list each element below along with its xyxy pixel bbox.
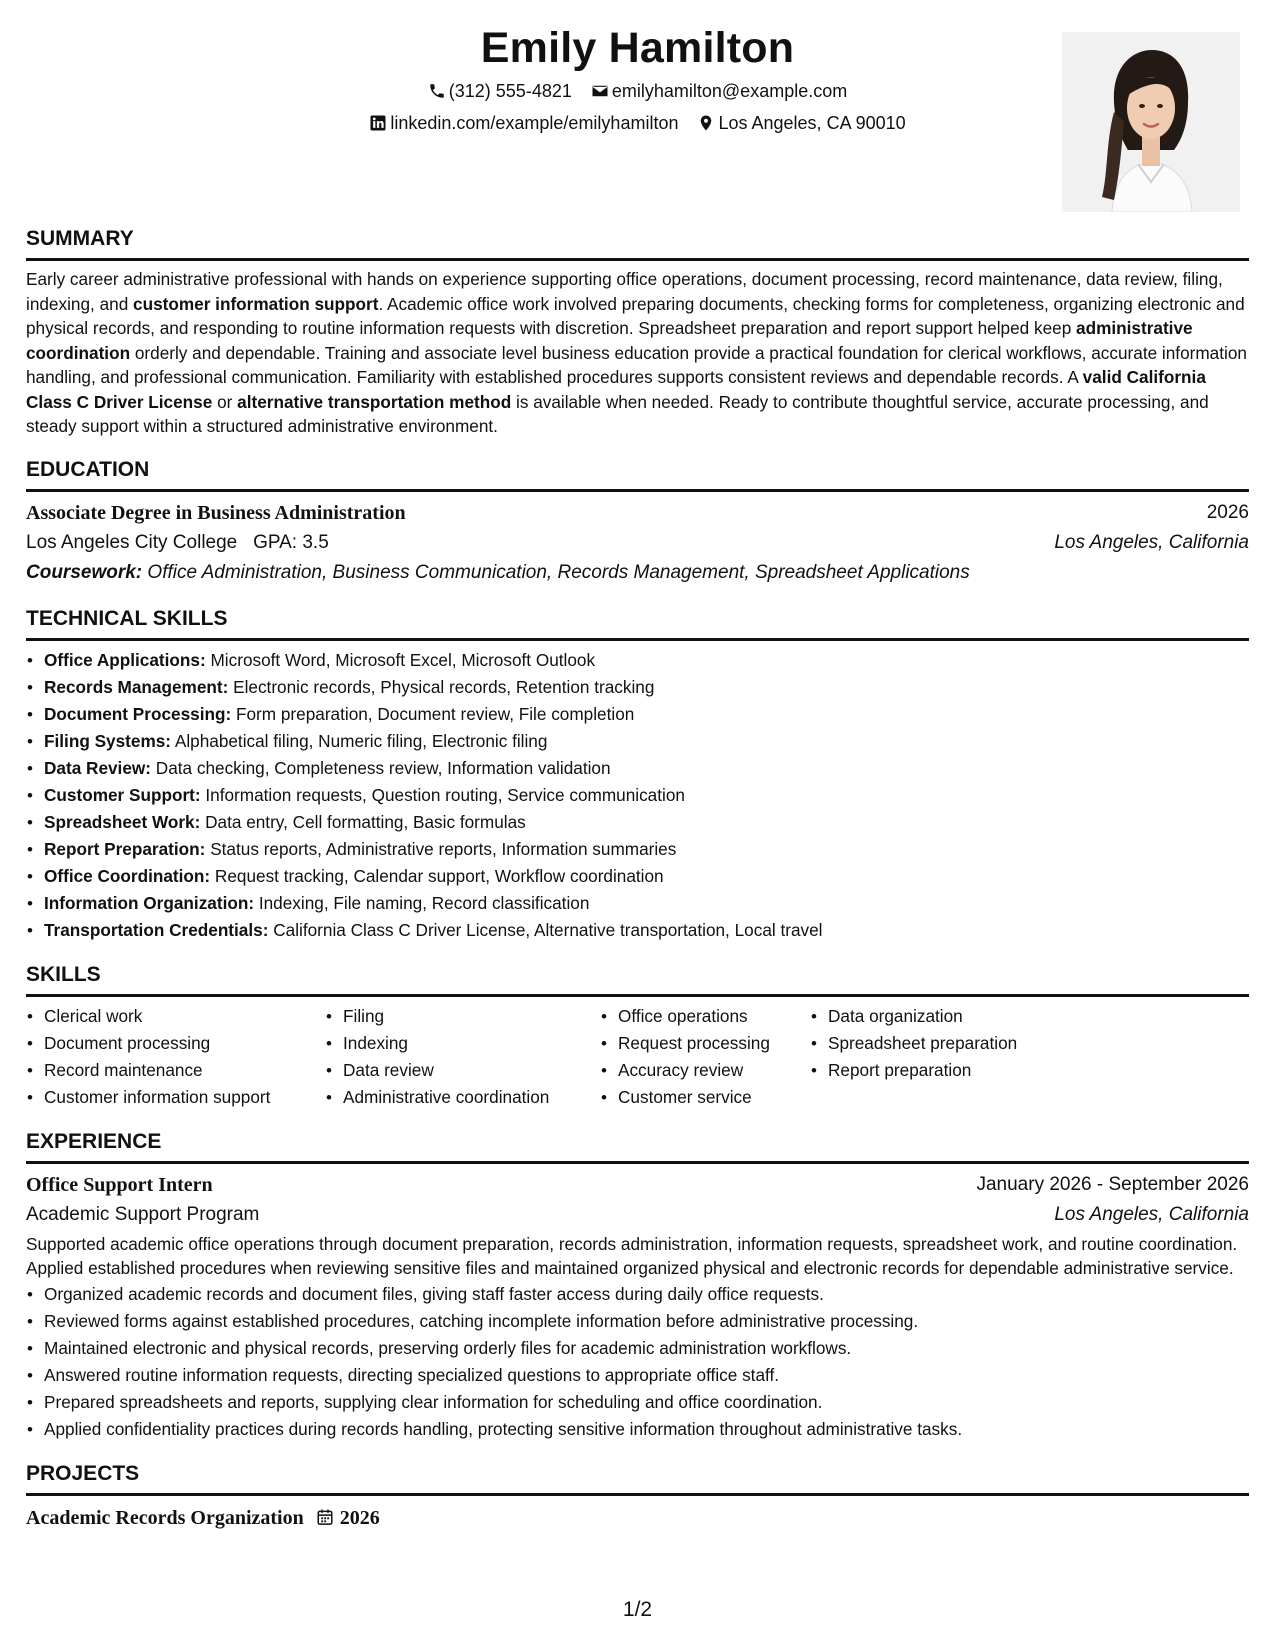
summary-part: orderly and dependable. Training and associate level business education provide a practical foundation for clerical workflows, accurate information handling, and professional communication. Familiarity with established procedures supports consistent reviews and dependable records. A (26, 342, 1247, 387)
experience-location: Los Angeles, California (1054, 1203, 1249, 1225)
summary-text (26, 267, 1249, 439)
email-contact[interactable] (591, 76, 847, 106)
phone-icon (428, 82, 446, 100)
list-item (26, 674, 1249, 701)
list-item: • Report preparation (810, 1057, 1070, 1084)
summary-section (26, 222, 1249, 439)
list-item: • Request processing (600, 1030, 810, 1057)
skill-category: Report Preparation: (44, 838, 206, 859)
email-text: emilyhamilton@example.com (611, 81, 848, 101)
list-item (26, 890, 1249, 917)
education-year: 2026 (1206, 501, 1249, 523)
skill-values: Data entry, Cell formatting, Basic formulas (205, 811, 526, 832)
list-item: • Data review (325, 1057, 600, 1084)
skill-category: Document Processing: (44, 703, 232, 724)
skill-values: Electronic records, Physical records, Retention tracking (233, 676, 655, 697)
summary-highlight: alternative transportation method (237, 391, 512, 412)
list-item (26, 647, 1249, 674)
list-item: • Filing (325, 1003, 600, 1030)
skills-heading: SKILLS (26, 958, 1249, 997)
gpa: GPA: 3.5 (253, 531, 329, 553)
candidate-name: Emily Hamilton (480, 24, 795, 72)
projects-section (26, 1457, 1249, 1534)
list-item: • Organized academic records and document files, giving staff faster access during daily office requests. (26, 1281, 1249, 1308)
skills-column-1 (26, 1003, 325, 1111)
list-item: • Applied confidentiality practices during records handling, protecting sensitive information throughout administrative tasks. (26, 1416, 1249, 1443)
experience-section (26, 1125, 1249, 1443)
summary-part: or (212, 391, 238, 412)
list-item (26, 782, 1249, 809)
location-contact (697, 108, 905, 138)
skill-category: Customer Support: (44, 784, 201, 805)
skill-category: Information Organization: (44, 892, 255, 913)
profile-photo (1062, 32, 1240, 212)
list-item: • Customer information support (26, 1084, 325, 1111)
list-item (26, 917, 1249, 944)
education-location: Los Angeles, California (1054, 531, 1249, 553)
summary-part: Early career administrative professional with hands on experience supporting office operations, document processing, record maintenance, data review, filing, indexing, and (26, 269, 1223, 314)
coursework-label: Coursework: (26, 561, 143, 583)
skill-category: Transportation Credentials: (44, 919, 269, 940)
list-item: • Record maintenance (26, 1057, 325, 1084)
skills-column-4 (810, 1003, 1070, 1111)
skill-category: Office Applications: (44, 649, 206, 670)
list-item: • Data organization (810, 1003, 1070, 1030)
resume-body (26, 222, 1249, 1548)
list-item (26, 728, 1249, 755)
skill-values: Indexing, File naming, Record classification (258, 892, 590, 913)
profile-portrait-icon (1062, 32, 1240, 212)
skill-values: Information requests, Question routing, Service communication (205, 784, 685, 805)
list-item: • Administrative coordination (325, 1084, 600, 1111)
summary-highlight: customer information support (133, 293, 379, 314)
map-pin-icon (697, 114, 715, 132)
education-heading: EDUCATION (26, 453, 1249, 492)
phone-text: (312) 555-4821 (448, 81, 572, 101)
list-item: • Office operations (600, 1003, 810, 1030)
summary-heading: SUMMARY (26, 222, 1249, 261)
list-item (26, 836, 1249, 863)
list-item (26, 863, 1249, 890)
list-item: • Customer service (600, 1084, 810, 1111)
list-item: • Indexing (325, 1030, 600, 1057)
experience-dates: January 2026 - September 2026 (976, 1173, 1249, 1195)
technical-skills-heading: TECHNICAL SKILLS (26, 602, 1249, 641)
skill-values: Microsoft Word, Microsoft Excel, Microsoft Outlook (210, 649, 596, 670)
skill-category: Office Coordination: (44, 865, 211, 886)
project-name: Academic Records Organization (26, 1506, 304, 1529)
education-row-degree (26, 498, 1249, 528)
skill-category: Spreadsheet Work: (44, 811, 201, 832)
skill-category: Data Review: (44, 757, 151, 778)
summary-part: . Academic office work involved preparing documents, checking forms for completeness, organizing electronic and physical records, and responding to routine information requests with discretion. Spreadsheet preparation and report support helped keep (26, 293, 1245, 338)
list-item: • Prepared spreadsheets and reports, supplying clear information for scheduling and office coordination. (26, 1389, 1249, 1416)
education-row-school (26, 528, 1249, 558)
skill-values: Status reports, Administrative reports, Information summaries (210, 838, 677, 859)
skills-column-3 (600, 1003, 810, 1111)
education-section (26, 453, 1249, 588)
list-item (26, 809, 1249, 836)
project-row (26, 1502, 1249, 1534)
list-item (26, 701, 1249, 728)
skill-values: Form preparation, Document review, File completion (235, 703, 635, 724)
school-name: Los Angeles City College (26, 531, 238, 553)
list-item: • Reviewed forms against established procedures, catching incomplete information before administrative processing. (26, 1308, 1249, 1335)
skills-column-2 (325, 1003, 600, 1111)
experience-row-org (26, 1200, 1249, 1230)
degree-title: Associate Degree in Business Administration (26, 501, 406, 524)
summary-part: is available when needed. Ready to contribute thoughtful service, accurate processing, and steady support within a structured administrative environment. (26, 391, 1209, 436)
linkedin-text: linkedin.com/example/emilyhamilton (390, 113, 679, 133)
list-item: • Maintained electronic and physical records, preserving orderly files for academic administration workflows. (26, 1335, 1249, 1362)
summary-highlight: administrative coordination (26, 318, 1193, 363)
skill-values: California Class C Driver License, Alternative transportation, Local travel (273, 919, 823, 940)
list-item: • Answered routine information requests, directing specialized questions to appropriate office staff. (26, 1362, 1249, 1389)
summary-highlight: valid California Class C Driver License (26, 367, 1206, 412)
project-year: 2026 (339, 1506, 380, 1529)
technical-skills-section (26, 602, 1249, 944)
organization-name: Academic Support Program (26, 1203, 260, 1225)
linkedin-icon (369, 114, 387, 132)
list-item: • Accuracy review (600, 1057, 810, 1084)
calendar-icon (316, 1508, 334, 1526)
experience-heading: EXPERIENCE (26, 1125, 1249, 1164)
projects-heading: PROJECTS (26, 1457, 1249, 1496)
envelope-icon (591, 82, 609, 100)
experience-bullets (26, 1281, 1249, 1443)
experience-row-role (26, 1170, 1249, 1200)
school-info (26, 528, 329, 558)
coursework (26, 558, 1249, 588)
list-item: • Spreadsheet preparation (810, 1030, 1070, 1057)
skills-section (26, 958, 1249, 1111)
list-item: • Clerical work (26, 1003, 325, 1030)
skill-category: Records Management: (44, 676, 229, 697)
technical-skills-list (26, 647, 1249, 944)
role-title: Office Support Intern (26, 1173, 213, 1196)
skill-category: Filing Systems: (44, 730, 172, 751)
linkedin-contact[interactable] (369, 108, 678, 138)
page-number: 1/2 (622, 1598, 653, 1621)
experience-description: Supported academic office operations through document preparation, records administration, information requests, spreadsheet work, and routine coordination. Applied established procedures when reviewing sensitive files and maintained organized physical and electronic records for dependable administrative service. (26, 1233, 1238, 1278)
list-item: • Document processing (26, 1030, 325, 1057)
skill-values: Data checking, Completeness review, Information validation (155, 757, 611, 778)
skill-values: Request tracking, Calendar support, Workflow coordination (214, 865, 664, 886)
skill-values: Alphabetical filing, Numeric filing, Electronic filing (174, 730, 548, 751)
coursework-list: Office Administration, Business Communication, Records Management, Spreadsheet Applications (147, 561, 970, 583)
list-item (26, 755, 1249, 782)
location-text: Los Angeles, CA 90010 (718, 113, 906, 133)
phone-contact[interactable] (428, 76, 572, 106)
skills-grid (26, 1003, 1249, 1111)
